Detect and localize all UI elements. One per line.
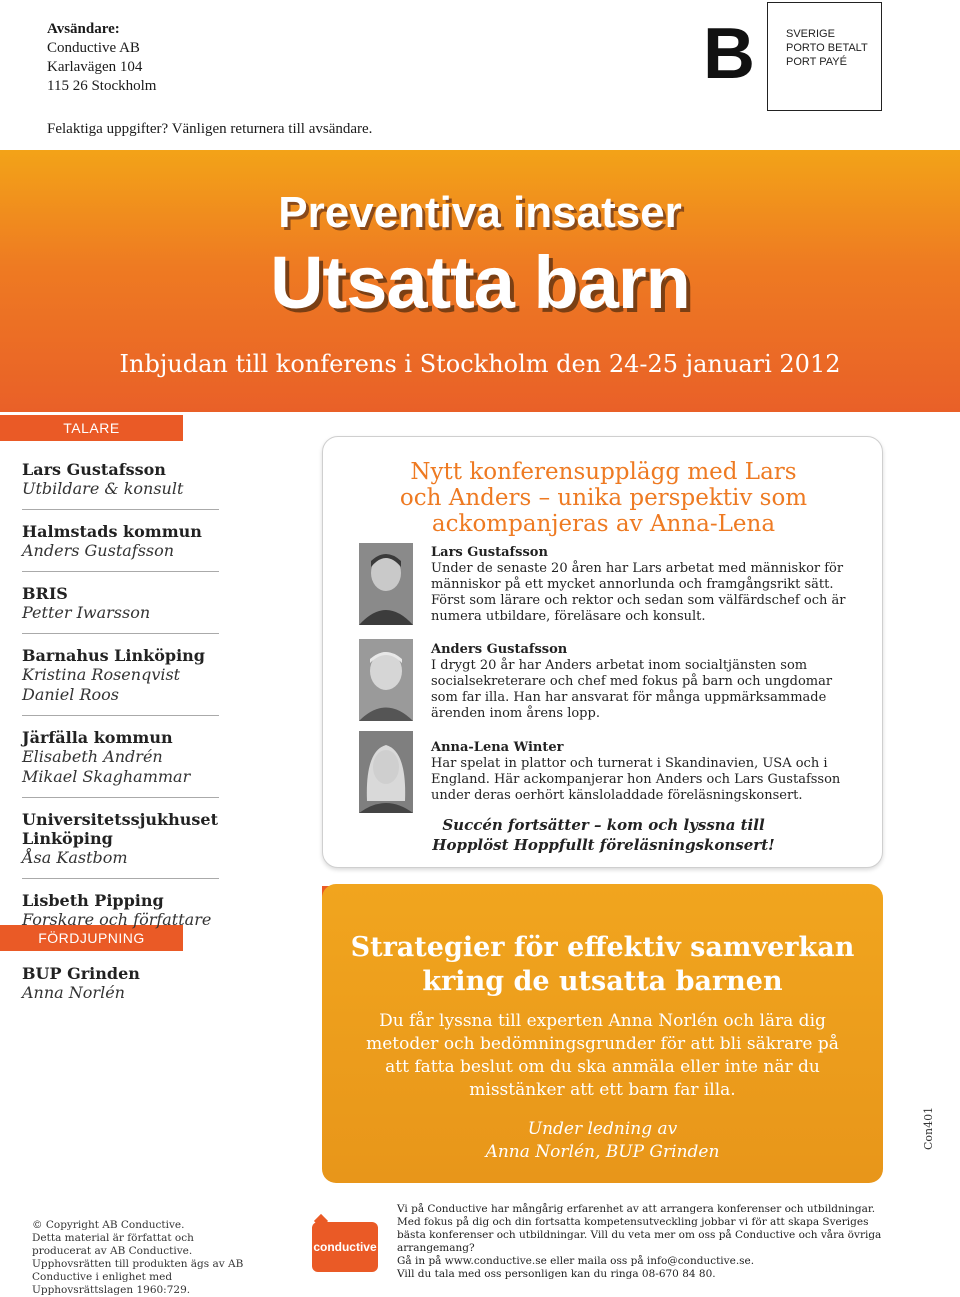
hero-banner xyxy=(0,150,960,412)
postage-line: PORTO BETALT xyxy=(786,42,868,54)
workshop-leader-line: Anna Norlén, BUP Grinden xyxy=(485,1142,720,1162)
bio-name: Lars Gustafsson xyxy=(431,545,548,560)
workshop-card xyxy=(322,884,883,1183)
speaker-org: Universitetssjukhuset xyxy=(22,810,218,829)
leader-name: Anna Norlén xyxy=(22,983,125,1002)
speaker-org: Järfälla kommun xyxy=(22,728,173,747)
sender-line: 115 26 Stockholm xyxy=(47,78,157,94)
photo-anders-gustafsson xyxy=(359,639,413,721)
speaker-group xyxy=(22,808,219,879)
tab-fordjupning-left: FÖRDJUPNING xyxy=(0,925,183,951)
bio-anna-lena-winter xyxy=(431,740,861,804)
speaker-name: Petter Iwarsson xyxy=(22,603,151,622)
portrait-icon xyxy=(359,543,413,625)
speaker-name: Åsa Kastbom xyxy=(22,848,128,867)
copyright-line: Detta material är författat och producerat av AB Conductive. Upphovsrätten till produkten ägs av AB Conductive i enlighet med Upphovsrättslagen 1960:729. xyxy=(32,1232,244,1296)
workshop-title-line: Strategier för effektiv samverkan xyxy=(350,932,855,963)
workshop-body: Du får lyssna till experten Anna Norlén och lära dig metoder och bedömningsgrunder för att bli säkrare på att fatta beslut om du ska anmäla eller inte när du misstänker att ett barn far illa. xyxy=(366,1011,839,1100)
speaker-group xyxy=(22,644,219,716)
portrait-icon xyxy=(359,731,413,813)
sender-line: Karlavägen 104 xyxy=(47,59,143,75)
speaker-name: Anders Gustafsson xyxy=(22,541,175,560)
speaker-name: Elisabeth Andrén xyxy=(22,747,163,766)
card-heading-line: ackompanjeras av Anna-Lena xyxy=(431,511,776,537)
postage-line: SVERIGE xyxy=(786,28,835,40)
workshop-title xyxy=(322,931,883,999)
product-code: Con401 xyxy=(922,1106,935,1150)
bio-text: Har spelat in plattor och turnerat i Skandinavien, USA och i England. Här ackompanjerar hon Anders och Lars Gustafsson under deras oerhört känsloladdade föreläsningskonsert. xyxy=(431,756,841,803)
bio-name: Anders Gustafsson xyxy=(431,642,568,657)
speakers-card xyxy=(322,436,883,868)
speaker-group xyxy=(22,582,219,634)
speaker-list xyxy=(22,458,219,950)
speaker-org: Lars Gustafsson xyxy=(22,460,166,479)
speaker-group xyxy=(22,458,219,510)
speaker-group xyxy=(22,520,219,572)
workshop-leader xyxy=(322,1118,883,1164)
photo-anna-lena-winter xyxy=(359,731,413,813)
footer-line: Vill du tala med oss personligen kan du ringa 08-670 84 80. xyxy=(397,1268,716,1280)
speaker-org: Barnahus Linköping xyxy=(22,646,205,665)
card-heading xyxy=(323,459,884,537)
speaker-name: Kristina Rosenqvist xyxy=(22,665,181,684)
return-note: Felaktiga uppgifter? Vänligen returnera till avsändare. xyxy=(47,121,373,137)
speaker-group xyxy=(22,889,219,940)
speaker-name: Daniel Roos xyxy=(22,685,119,704)
bio-text: Under de senaste 20 åren har Lars arbetat med människor för människor på ett mycket annorlunda och framgångsrikt sätt. Först som lärare och rektor och sedan som välfärdschef och är numera utbildare, föreläsare och konsult. xyxy=(431,561,846,624)
session-leader xyxy=(22,964,212,1003)
speaker-org: BRIS xyxy=(22,584,68,603)
hero-subtitle: Inbjudan till konferens i Stockholm den 24-25 januari 2012 xyxy=(119,350,841,378)
hero-kicker: Preventiva insatser xyxy=(278,188,682,237)
tab-talare: TALARE xyxy=(0,415,183,441)
card-heading-line: Nytt konferensupplägg med Lars xyxy=(410,459,797,485)
card-heading-line: och Anders – unika perspektiv som xyxy=(399,485,808,511)
footer-line: Vi på Conductive har mångårig erfarenhet av att arrangera konferenser och utbildningar. xyxy=(397,1203,876,1215)
workshop-leader-line: Under ledning av xyxy=(527,1119,678,1139)
bio-anders-gustafsson xyxy=(431,642,861,722)
sender-line: Conductive AB xyxy=(47,40,140,56)
copyright-line: © Copyright AB Conductive. xyxy=(32,1219,185,1231)
logo-notch xyxy=(314,1214,328,1228)
postage-letter: B xyxy=(703,14,755,94)
postage-stamp-box xyxy=(767,2,882,111)
sender-block xyxy=(47,20,156,96)
speaker-group xyxy=(22,726,219,798)
card-closing xyxy=(323,815,884,855)
card-closing-line: Hopplöst Hoppfullt föreläsningskonsert! xyxy=(432,836,775,854)
footer-info xyxy=(397,1203,897,1281)
conductive-logo xyxy=(312,1222,378,1272)
workshop-title-line: kring de utsatta barnen xyxy=(422,966,783,997)
bio-lars-gustafsson xyxy=(431,545,861,625)
speaker-name: Forskare och författare xyxy=(22,910,212,929)
photo-lars-gustafsson xyxy=(359,543,413,625)
postage-line: PORT PAYÉ xyxy=(786,56,847,68)
speaker-org: Halmstads kommun xyxy=(22,522,202,541)
footer-line: Med fokus på dig och din fortsatta kompetensutveckling jobbar vi för att skapa Sveriges bästa konferenser och utbildningar. Vill du veta mer om oss på Conductive och våra övriga arrangemang? xyxy=(397,1216,882,1254)
card-closing-line: Succén fortsätter – kom och lyssna till xyxy=(442,816,765,834)
speaker-org: Lisbeth Pipping xyxy=(22,891,164,910)
copyright-notice xyxy=(32,1219,252,1297)
sender-label: Avsändare: xyxy=(47,21,120,37)
hero-title: Utsatta barn xyxy=(270,241,690,324)
footer-line: Gå in på www.conductive.se eller maila oss på info@conductive.se. xyxy=(397,1255,755,1267)
bio-name: Anna-Lena Winter xyxy=(431,740,564,755)
logo-text: conductive xyxy=(313,1240,377,1254)
speaker-name: Mikael Skaghammar xyxy=(22,767,191,786)
speaker-name: Utbildare & konsult xyxy=(22,479,184,498)
portrait-icon xyxy=(359,639,413,721)
speaker-org: Linköping xyxy=(22,829,113,848)
leader-org: BUP Grinden xyxy=(22,964,140,983)
bio-text: I drygt 20 år har Anders arbetat inom socialtjänsten som socialsekreterare och chef med fokus på barn och ungdomar som far illa. Han har ansvarat för många uppmärksammade ärenden inom årens lopp. xyxy=(431,658,833,721)
